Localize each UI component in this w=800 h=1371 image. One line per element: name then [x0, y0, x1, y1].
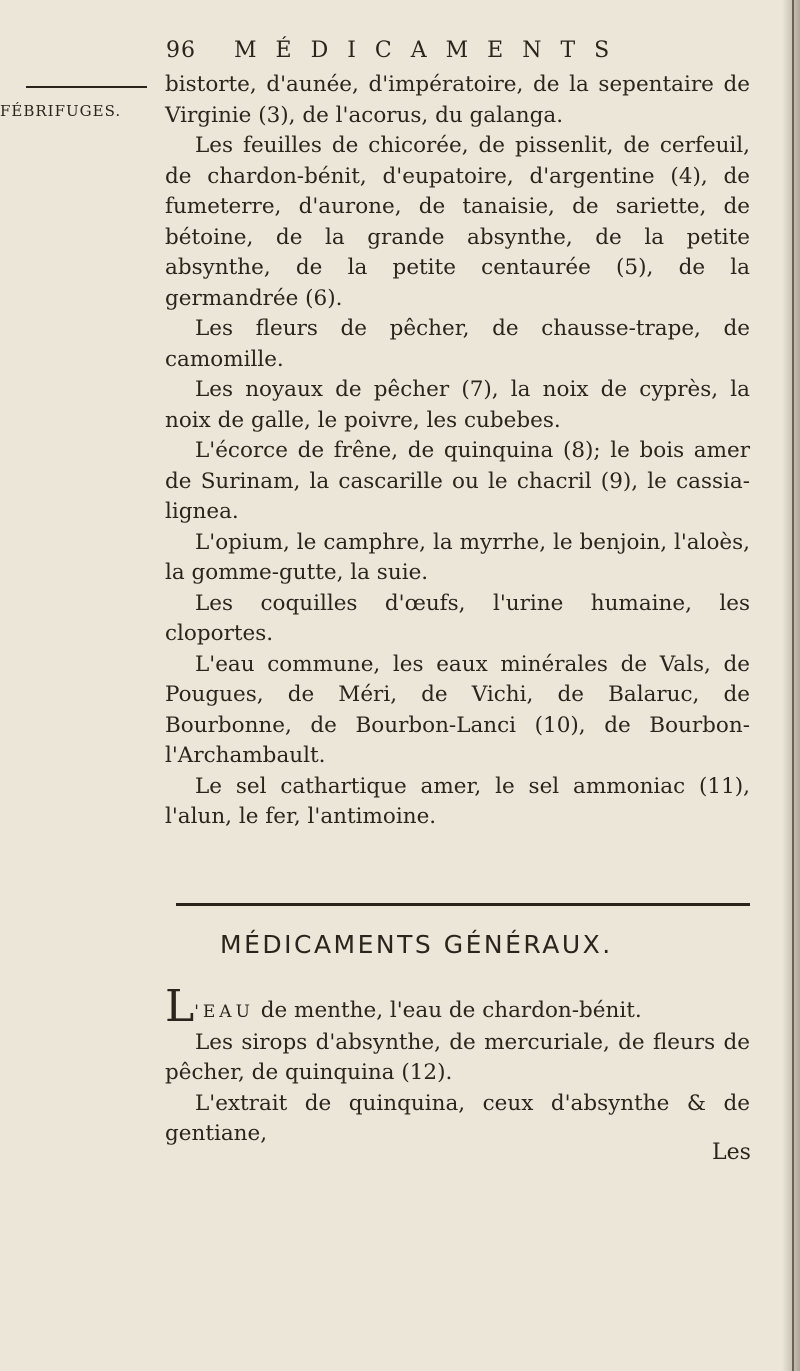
paragraph: bistorte, d'aunée, d'impératoire, de la sepentaire de Virginie (3), de l'acorus, du galanga.: [165, 72, 750, 128]
paragraph: L'opium, le camphre, la myrrhe, le benjoin, l'aloès, la gomme-gutte, la suie.: [165, 529, 750, 585]
catchword: Les: [712, 1140, 751, 1165]
paragraph: Les noyaux de pêcher (7), la noix de cyprès, la noix de galle, le poivre, les cubebes.: [165, 377, 750, 433]
section-lead-paragraph: [165, 981, 750, 1032]
paragraph: L'extrait de quinquina, ceux d'absynthe & de gentiane,: [165, 1090, 750, 1146]
paragraph: Les coquilles d'œufs, l'urine humaine, les cloportes.: [165, 590, 750, 646]
margin-note: FÉBRIFUGES.: [0, 102, 122, 120]
running-title: MÉDICAMENTS: [234, 38, 629, 63]
paragraph: Les fleurs de pêcher, de chausse-trape, de camomille.: [165, 316, 750, 372]
page-number: 96: [166, 38, 196, 63]
paragraph: L'eau commune, les eaux minérales de Vals, de Pougues, de Méri, de Vichi, de Balaruc, de Bourbonne, de Bourbon-Lanci (10), de Bourbon-l'Archambault.: [165, 651, 750, 768]
section-text: [165, 981, 750, 1150]
paragraph: Les feuilles de chicorée, de pissenlit, de cerfeuil, de chardon-bénit, d'eupatoire, d'argentine (4), de fumeterre, d'aurone, de tanaisie, de sariette, de bétoine, de la grande absynthe, de la petite absynthe, de la petite centaurée (5), de la germandrée (6).: [165, 133, 750, 311]
body-text: [165, 70, 750, 833]
section-title: MÉDICAMENTS GÉNÉRAUX.: [220, 930, 613, 959]
margin-rule: [26, 86, 147, 88]
running-header: [166, 38, 628, 63]
lead-rest: de menthe, l'eau de chardon-bénit.: [253, 998, 642, 1023]
page-edge-line: [792, 0, 794, 1371]
drop-cap: L: [165, 981, 195, 1032]
paragraph: Les sirops d'absynthe, de mercuriale, de fleurs de pêcher, de quinquina (12).: [165, 1029, 750, 1085]
section-divider: [176, 903, 750, 906]
lead-smallcaps: 'EAU: [194, 1002, 254, 1022]
paragraph: L'écorce de frêne, de quinquina (8); le bois amer de Surinam, la cascarille ou le chacril (9), le cassia-lignea.: [165, 438, 750, 524]
paragraph: Le sel cathartique amer, le sel ammoniac (11), l'alun, le fer, l'antimoine.: [165, 773, 750, 829]
page-edge-shadow: [782, 0, 800, 1371]
